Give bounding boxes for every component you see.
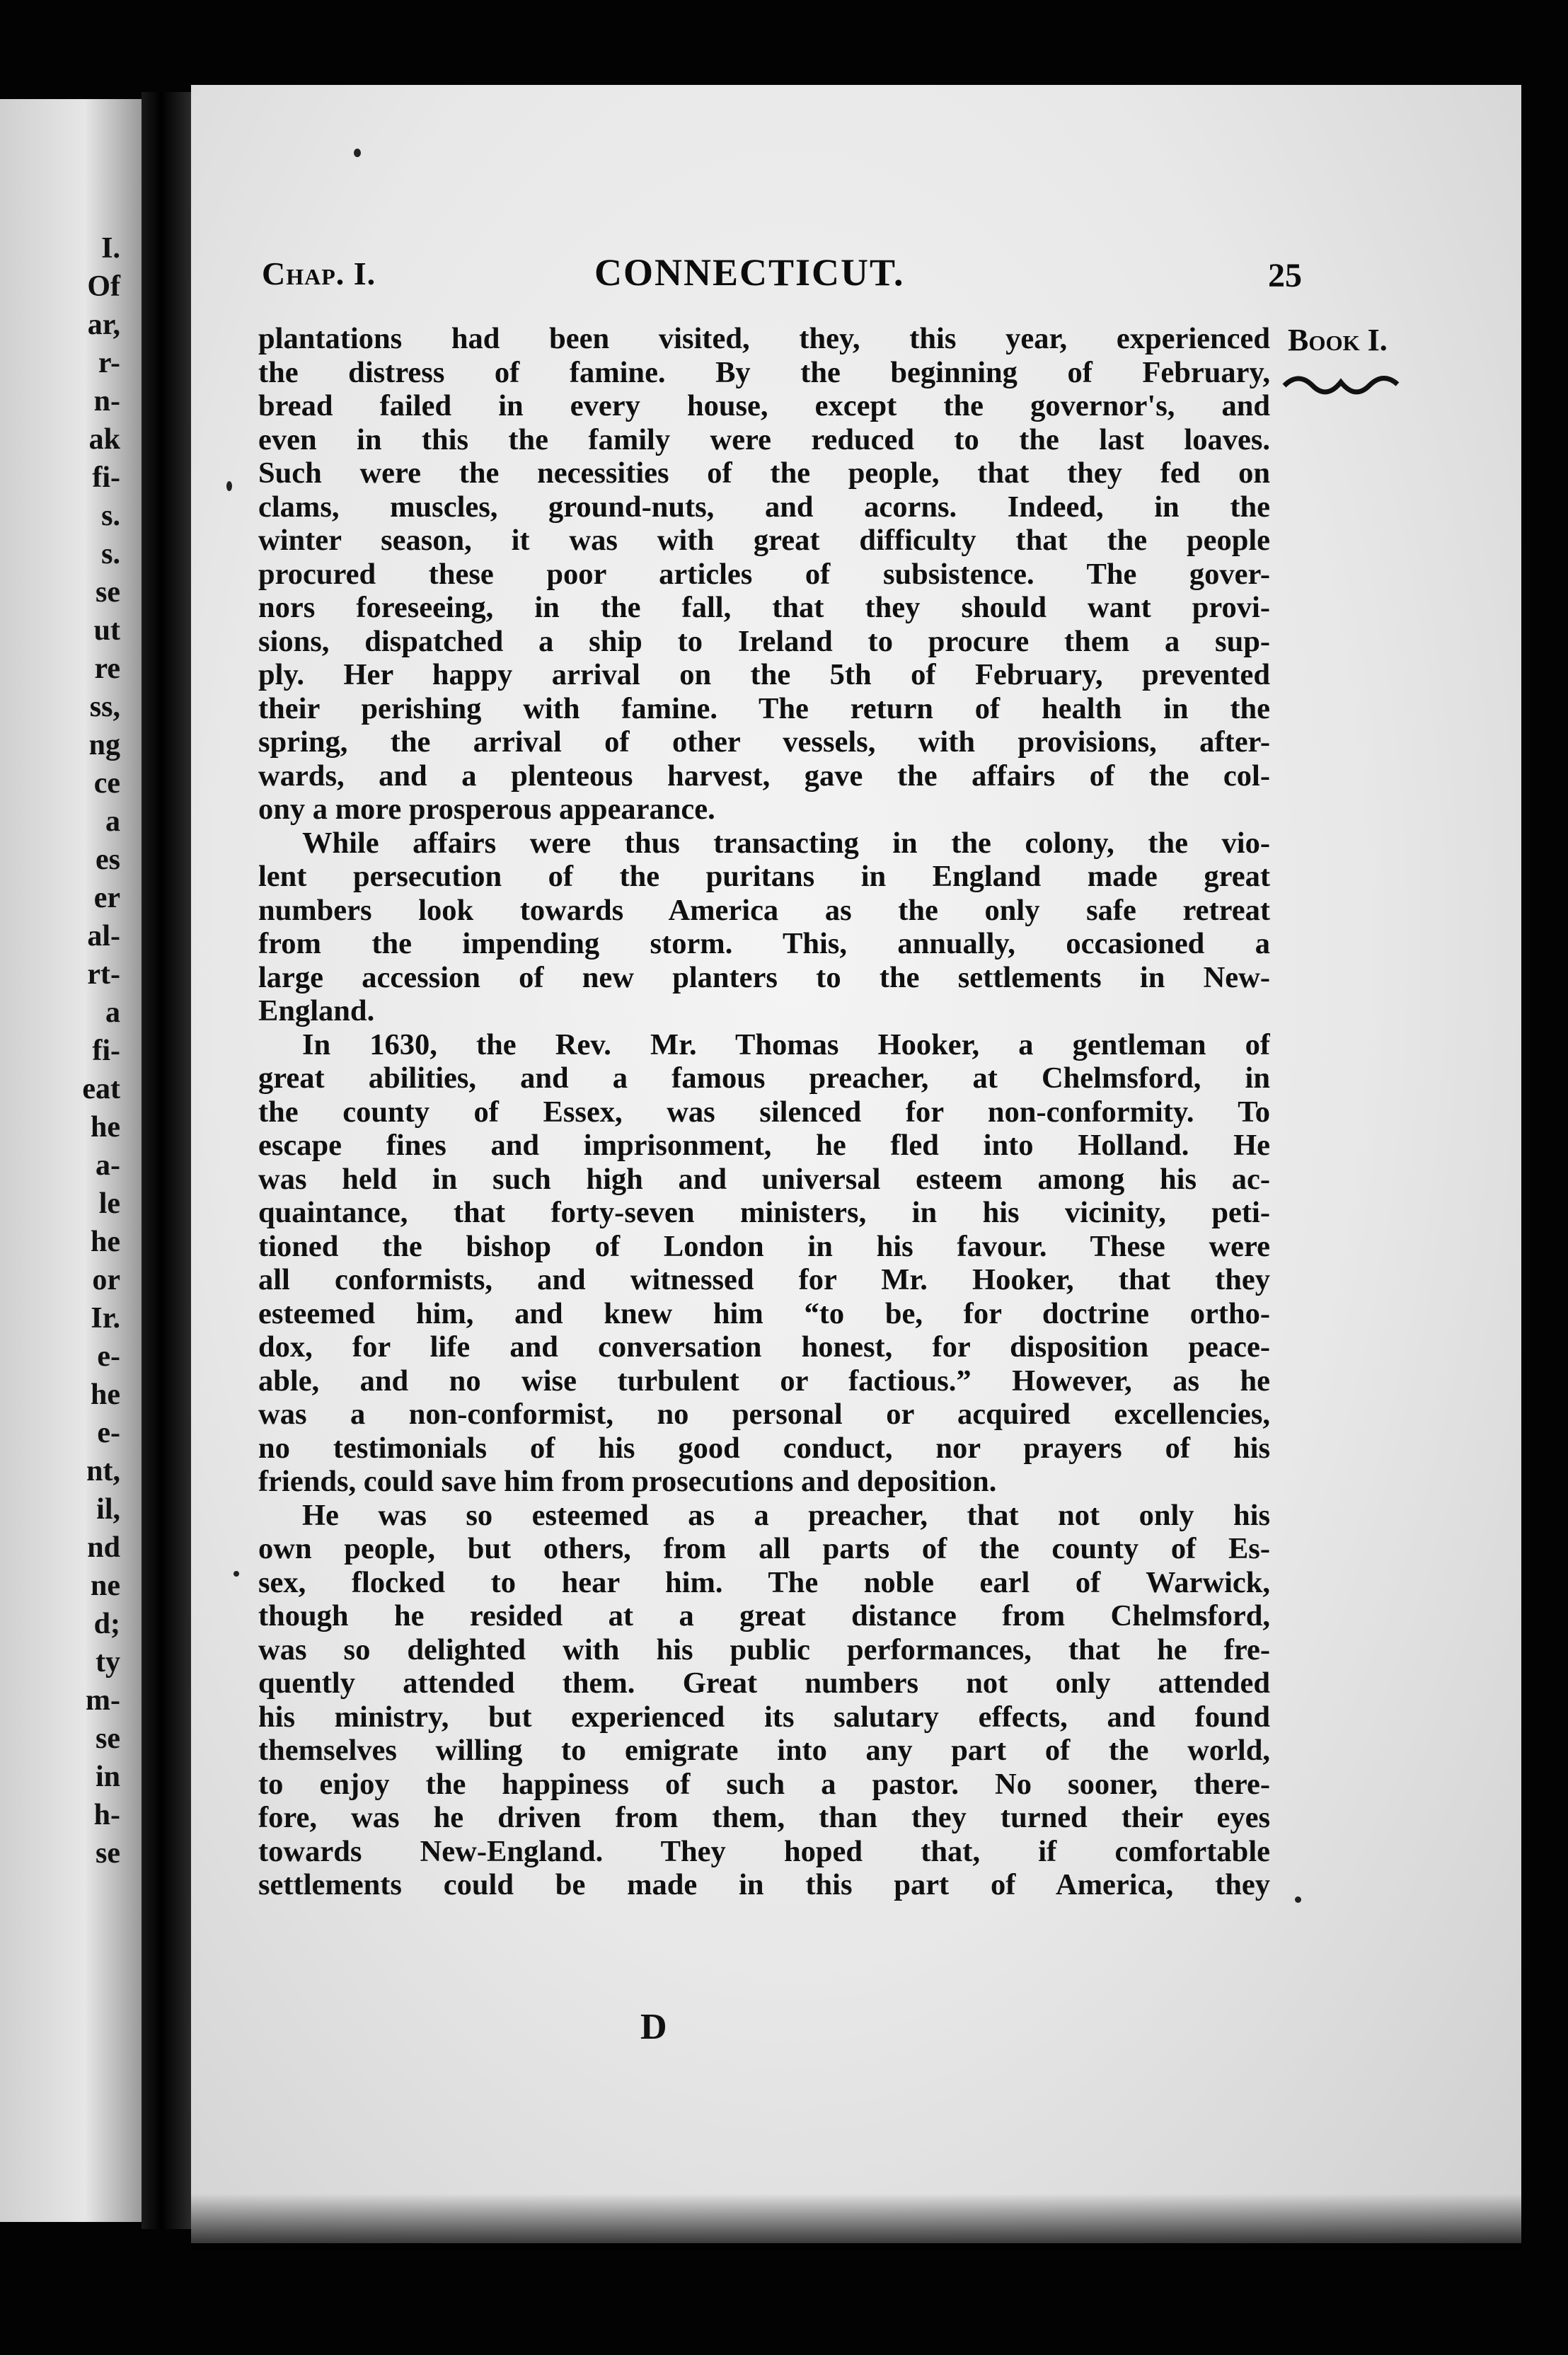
previous-page-fragment: ce: [93, 767, 120, 800]
previous-page-fragment: es: [96, 843, 120, 876]
previous-page-fragment: ne: [91, 1570, 120, 1602]
bottom-shadow: [191, 2194, 1521, 2250]
text-line: all conformists, and witnessed for Mr. Hooker, that they: [258, 1263, 1270, 1296]
text-line: esteemed him, and knew him “to be, for doctrine ortho-: [258, 1296, 1270, 1330]
text-line: though he resided at a great distance from Chelmsford,: [258, 1599, 1270, 1633]
previous-page-fragment: h-: [93, 1799, 120, 1831]
text-line: procured these poor articles of subsistence. The gover-: [258, 557, 1270, 591]
speck: [1295, 1896, 1301, 1903]
speck: [234, 1571, 239, 1577]
text-line: bread failed in every house, except the governor's, and: [258, 389, 1270, 422]
text-line: winter season, it was with great difficulty that the people: [258, 524, 1270, 557]
speck: [354, 149, 361, 157]
text-line: the county of Essex, was silenced for non-conformity. To: [258, 1095, 1270, 1129]
previous-page-fragment: re: [94, 652, 120, 685]
page-title: CONNECTICUT.: [594, 251, 905, 294]
brace-icon: [1281, 364, 1401, 400]
previous-page-fragment: se: [96, 1722, 120, 1755]
book-label: Book I.: [1288, 323, 1388, 357]
text-line: lent persecution of the puritans in England made great: [258, 860, 1270, 893]
text-line: While affairs were thus transacting in the colony, the vio-: [302, 826, 1270, 860]
text-line: tioned the bishop of London in his favour. These were: [258, 1229, 1270, 1263]
text-line: England.: [258, 994, 375, 1027]
previous-page-fragment: ss,: [89, 691, 120, 723]
text-line: clams, muscles, ground-nuts, and acorns. Indeed, in the: [258, 490, 1270, 524]
previous-page-fragment: I.: [101, 232, 120, 265]
previous-page-fragment: in: [95, 1761, 120, 1793]
text-line: sions, dispatched a ship to Ireland to procure them a sup-: [258, 624, 1270, 658]
previous-page-fragment: eat: [82, 1073, 120, 1105]
previous-page-fragment: il,: [96, 1493, 120, 1526]
text-line: quently attended them. Great numbers not only attended: [258, 1666, 1270, 1700]
text-line: themselves willing to emigrate into any part of the world,: [258, 1734, 1270, 1767]
previous-page-fragment: a-: [96, 1149, 120, 1182]
text-line: ony a more prosperous appearance.: [258, 793, 715, 826]
previous-page-fragment: rt-: [87, 958, 120, 991]
text-line: great abilities, and a famous preacher, at Chelmsford, in: [258, 1061, 1270, 1095]
text-line: towards New-England. They hoped that, if comfortable: [258, 1834, 1270, 1868]
text-line: from the impending storm. This, annually, occasioned a: [258, 927, 1270, 960]
previous-page-fragment: fi-: [92, 1035, 120, 1067]
text-line: fore, was he driven from them, than they turned their eyes: [258, 1801, 1270, 1834]
previous-page-fragment: al-: [87, 920, 120, 952]
text-line: In 1630, the Rev. Mr. Thomas Hooker, a gentleman of: [302, 1027, 1270, 1061]
text-line: the distress of famine. By the beginning of February,: [258, 355, 1270, 389]
text-line: wards, and a plenteous harvest, gave the affairs of the col-: [258, 759, 1270, 793]
body-text: [258, 322, 1270, 1902]
text-line: to enjoy the happiness of such a pastor. No sooner, there-: [258, 1767, 1270, 1801]
previous-page-fragment: se: [96, 576, 120, 609]
previous-page-fragment: ng: [88, 729, 120, 761]
previous-page-fragment: fi-: [92, 461, 120, 494]
text-line: dox, for life and conversation honest, for disposition peace-: [258, 1330, 1270, 1364]
previous-page-fragment: e-: [97, 1340, 120, 1373]
signature-mark: D: [640, 2007, 667, 2047]
text-line: friends, could save him from prosecutions and deposition.: [258, 1465, 997, 1498]
previous-page-fragment: he: [91, 1111, 120, 1144]
text-line: able, and no wise turbulent or factious.” However, as he: [258, 1364, 1270, 1398]
previous-page-fragment: s.: [101, 500, 120, 532]
binding-gutter: [142, 92, 191, 2229]
text-line: was so delighted with his public performances, that he fre-: [258, 1633, 1270, 1666]
previous-page-fragment: nt,: [86, 1455, 120, 1487]
previous-page-fragment: a: [105, 805, 120, 838]
previous-page-fragment: er: [93, 882, 120, 914]
page-number: 25: [1268, 257, 1302, 294]
previous-page-fragment: r-: [98, 347, 120, 379]
text-line: settlements could be made in this part of America, they: [258, 1868, 1270, 1901]
chapter-label: Chap. I.: [262, 255, 376, 292]
previous-page-fragment: se: [96, 1837, 120, 1870]
text-line: quaintance, that forty-seven ministers, in his vicinity, peti-: [258, 1196, 1270, 1229]
previous-page-fragment: n-: [93, 385, 120, 418]
text-line: escape fines and imprisonment, he fled into Holland. He: [258, 1129, 1270, 1162]
text-line: was held in such high and universal esteem among his ac-: [258, 1162, 1270, 1196]
previous-page-fragment: nd: [87, 1531, 120, 1564]
text-line: large accession of new planters to the settlements in New-: [258, 960, 1270, 994]
text-line: own people, but others, from all parts of the county of Es-: [258, 1532, 1270, 1565]
text-line: plantations had been visited, they, this year, experienced: [258, 322, 1270, 355]
previous-page-fragment: Of: [87, 270, 120, 303]
previous-page-fragment: e-: [97, 1417, 120, 1449]
running-header: [262, 251, 1302, 304]
previous-page-fragment: ak: [88, 423, 120, 456]
text-line: He was so esteemed as a preacher, that not only his: [302, 1498, 1270, 1532]
previous-page-fragment: a: [105, 996, 120, 1029]
previous-page-edge: [0, 99, 142, 2222]
previous-page-fragment: he: [91, 1378, 120, 1411]
previous-page-fragment: s.: [101, 538, 120, 570]
text-line: Such were the necessities of the people, that they fed on: [258, 456, 1270, 490]
previous-page-fragment: or: [92, 1264, 120, 1296]
text-line: nors foreseeing, in the fall, that they should want provi-: [258, 591, 1270, 624]
text-line: his ministry, but experienced its salutary effects, and found: [258, 1700, 1270, 1734]
text-line: was a non-conformist, no personal or acquired excellencies,: [258, 1398, 1270, 1431]
previous-page-fragment: Ir.: [91, 1302, 120, 1335]
text-line: no testimonials of his good conduct, nor prayers of his: [258, 1431, 1270, 1465]
previous-page-fragment: he: [91, 1226, 120, 1258]
previous-page-fragment: ar,: [87, 309, 120, 341]
book-page: [191, 85, 1521, 2243]
text-line: spring, the arrival of other vessels, with provisions, after-: [258, 725, 1270, 759]
previous-page-fragment: ut: [93, 614, 120, 647]
previous-page-fragment: ty: [96, 1646, 120, 1679]
previous-page-fragment: m-: [86, 1684, 120, 1717]
previous-page-fragment: le: [98, 1187, 120, 1220]
text-line: even in this the family were reduced to the last loaves.: [258, 422, 1270, 456]
text-line: numbers look towards America as the only safe retreat: [258, 893, 1270, 927]
previous-page-fragment: d;: [93, 1608, 120, 1640]
text-line: ply. Her happy arrival on the 5th of February, prevented: [258, 658, 1270, 691]
speck: [226, 481, 232, 491]
text-line: their perishing with famine. The return of health in the: [258, 691, 1270, 725]
text-line: sex, flocked to hear him. The noble earl of Warwick,: [258, 1565, 1270, 1599]
